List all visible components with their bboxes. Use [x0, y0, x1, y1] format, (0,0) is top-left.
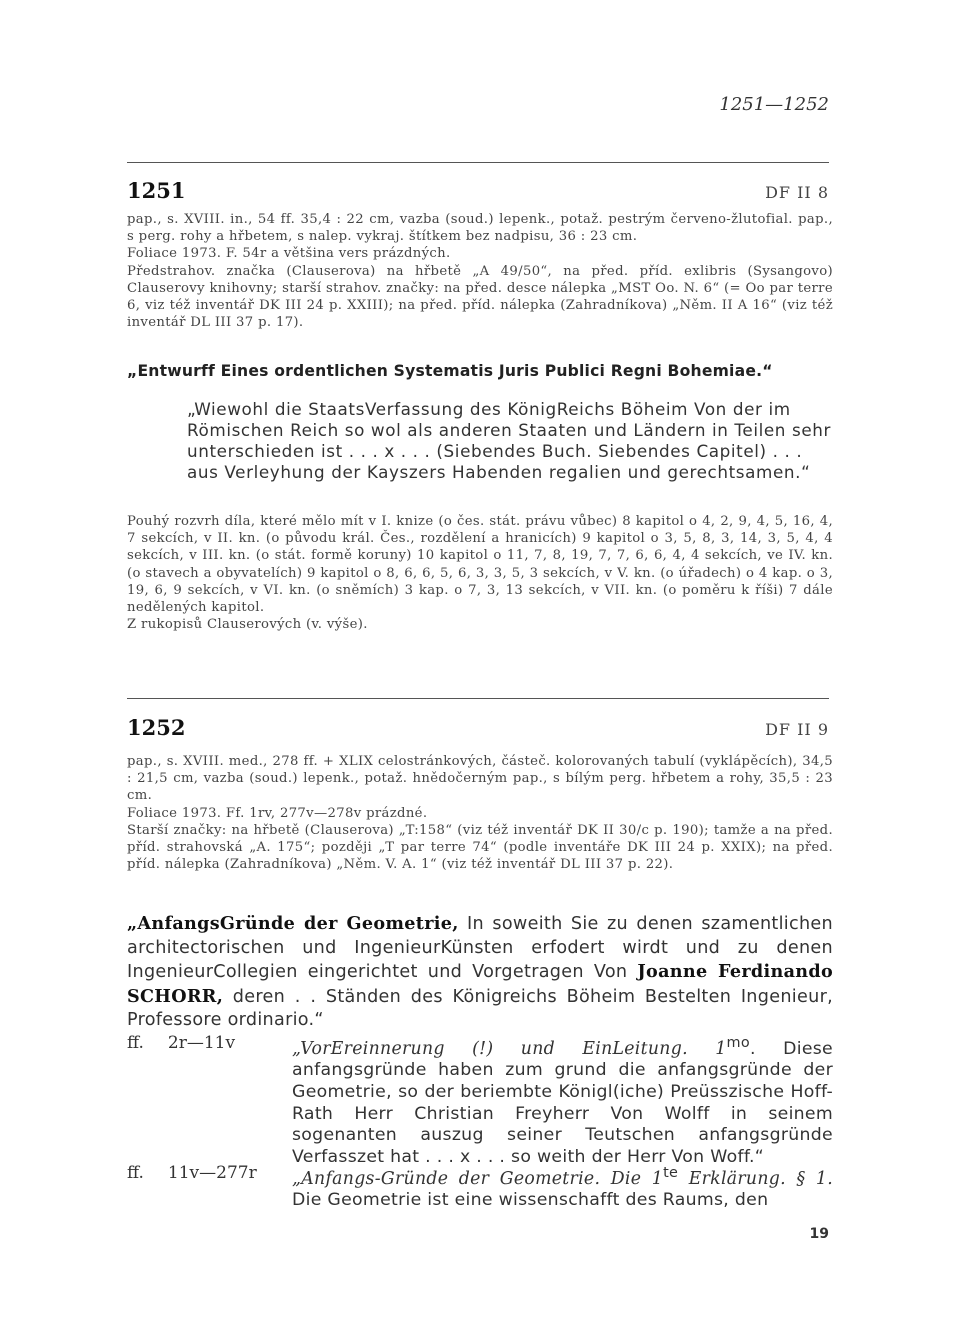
section-heading: „Anfangs-Gründe der Geometrie. Die 1 — [292, 1168, 664, 1189]
author-name: Joanne Ferdinando SCHORR, — [127, 961, 834, 1007]
folio-text — [292, 1163, 833, 1212]
running-head: 1251—1252 — [719, 94, 829, 115]
folio-range: 11v—277r — [167, 1163, 257, 1183]
title-text-end: deren . . Ständen des Königreichs Böheim Bestelten Ingenieur, Professore ordinario.“ — [127, 986, 833, 1030]
foliation-note: Foliace 1973. Ff. 1rv, 277v—278v prázdné. — [127, 805, 428, 821]
folio-range: 2r—11v — [167, 1033, 236, 1053]
incipit-quote: „Wiewohl die StaatsVerfassung des KönigReichs Böheim Von der im Römischen Reich so wol als anderen Staaten und Ländern in Teilen sehr unterschieden ist . . . x . . . (Siebendes Buch. Siebendes Capitel) . . . aus Verleyhung der Kayszers Habenden regalien und gerechtsamen.“ — [187, 399, 831, 482]
folio-text — [292, 1033, 833, 1168]
section-heading: „VorEreinnerung (!) und EinLeitung. 1 — [292, 1038, 727, 1059]
provenance-note: Starší značky: na hřbetě (Clauserova) „T:158“ (viz též inventář DK II 30/c p. 190); tamže a na před. příd. strahovská „A. 175“; později „T par terre 74“ (podle inventáře DK III 24 p. XXIX); na před. příd. nálepka (Zahradníkova) „Něm. V. A. 1“ (viz též inventář DL III 37 p. 22). — [127, 822, 833, 873]
section-divider — [127, 162, 829, 163]
section-text: Die Geometrie ist eine wissenschafft des Raums, den — [292, 1190, 769, 1211]
ordinal-suffix: mo — [726, 1035, 750, 1051]
physical-description: pap., s. XVIII. in., 54 ff. 35,4 : 22 cm, vazba (soud.) lepenk., potaž. pestrým červeno-žlutofial. pap., s perg. rohy a hřbetem, s nalep. vykraj. štítkem bez nadpisu, 36 : 23 cm. — [127, 212, 833, 245]
section-text: . Diese anfangsgründe haben zum grund die anfangsgründe der Geometrie, so der beriembte Königl(iche) Preüsszische Hoff-Rath Herr Christian Freyherr Von Wolff in seinem sogenanten auszug seiner Teutschen anfangsgründe Verfasszet hat . . . x . . . so weith der Herr Von Woff.“ — [292, 1038, 833, 1167]
folio-reference — [127, 1163, 292, 1212]
shelf-signature: DF II 8 — [765, 183, 829, 202]
physical-description: pap., s. XVIII. med., 278 ff. + XLIX celostránkových, částeč. kolorovaných tabulí (vyklápěcích), 34,5 : 21,5 cm, vazba (soud.) lepenk., potaž. hnědočerným pap., s bílým perg. hřbetem a rohy, 35,5 : 23 cm. — [127, 754, 833, 804]
folio-label: ff. — [127, 1163, 144, 1183]
entry-header-1251 — [127, 178, 829, 203]
work-title — [127, 912, 833, 1033]
section-divider — [127, 698, 829, 699]
entry-number: 1251 — [127, 178, 186, 203]
provenance-note: Předstrahov. značka (Clauserova) na hřbetě „A 49/50“, na před. příd. exlibris (Sysangovo) Clauserovy knihovny; starší strahov. značky: na před. desce nálepka „MST Oo. N. 6“ (= Oo par terre 6, viz též inventář DK III 24 p. XXIII); na před. příd. nálepka (Zahradníkova) „Něm. II A 16“ (viz též inventář DL III 37 p. 17). — [127, 263, 833, 331]
folio-entry — [127, 1163, 833, 1212]
content-summary: Pouhý rozvrh díla, které mělo mít v I. knize (o čes. stát. právu vůbec) 8 kapitol o 4, 2, 9, 4, 5, 16, 4, 7 sekcích, v II. kn. (o původu král. Čes., rozdělení a hranicích) 9 kapitol o 3, 5, 8, 3, 14, 3, 5, 4, 4 sekcích, v III. kn. (o stát. formě koruny) 10 kapitol o 11, 7, 8, 19, 7, 7, 6, 6, 4, 4 sekcích, ve IV. kn. (o stavech a obyvatelích) 9 kapitol o 8, 6, 6, 5, 6, 3, 3, 5, 3 sekcích, v V. kn. (o úřadech) o 4 kap. o 3, 19, 6, 9 sekcích, v VI. kn. (o sněmích) 3 kap. o 7, 3, 13 sekcích, v VII. kn. (o poměru k říši) 7 dále nedělených kapitol. — [127, 514, 833, 616]
folio-reference — [127, 1033, 292, 1168]
page-number: 19 — [809, 1226, 829, 1242]
entry-description — [127, 753, 833, 873]
entry-description — [127, 211, 833, 331]
work-title: „Entwurff Eines ordentlichen Systematis Juris Publici Regni Bohemiae.“ — [127, 362, 773, 380]
content-notes — [127, 513, 833, 633]
entry-number: 1252 — [127, 715, 186, 740]
foliation-note: Foliace 1973. F. 54r a většina vers prázdných. — [127, 246, 451, 262]
title-text: In soweith Sie zu denen szamentlichen architectorischen und IngenieurKünsten erfodert wirdt und zu denen IngenieurCollegien eingerichtet und Vorgetragen Von — [127, 914, 833, 982]
entry-header-1252 — [127, 715, 829, 740]
source-note: Z rukopisů Clauserových (v. výše). — [127, 617, 368, 633]
section-heading-cont: Erklärung. § 1. — [678, 1168, 833, 1189]
ordinal-suffix: te — [663, 1165, 679, 1181]
folio-entry — [127, 1033, 833, 1168]
shelf-signature: DF II 9 — [765, 720, 829, 739]
title-bold: „AnfangsGründe der Geometrie, — [127, 913, 459, 934]
folio-label: ff. — [127, 1033, 144, 1053]
